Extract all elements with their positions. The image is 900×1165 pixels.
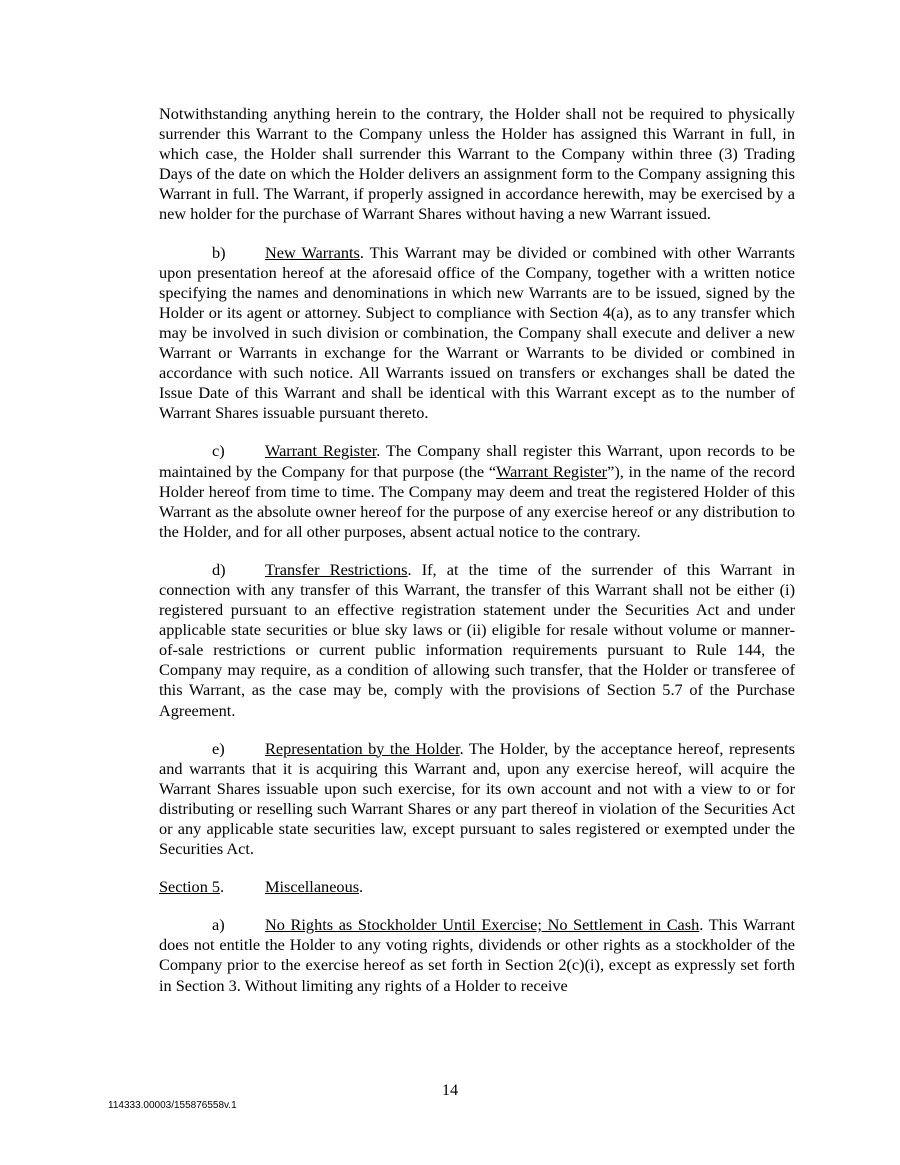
page-number: 14 (441, 1080, 459, 1099)
section-5-label-suffix: . (220, 877, 225, 897)
clause-e-title: Representation by the Holder (265, 738, 460, 758)
document-body (159, 104, 795, 1014)
clause-5a-title: No Rights as Stockholder Until Exercise; No Settlement in Cash (265, 915, 700, 935)
document-id: 114333.00003/155876558v.1 (108, 1100, 237, 1111)
section-5-title-suffix: . (359, 877, 364, 897)
clause-5a-label: a) (212, 915, 225, 935)
clause-5a-text: . This Warrant does not entitle the Holder to any voting rights, dividends or other rights as a stockholder of the Company prior to the exercise hereof as set forth in Section 2(c)(i), except as expressly set forth in Section 3. Without limiting any rights of a Holder to receive (159, 915, 796, 995)
clause-e-label: e) (212, 738, 225, 758)
clause-d-label: d) (212, 559, 226, 579)
clause-c-warrant-register (159, 441, 795, 541)
clause-c-label: c) (212, 441, 225, 461)
clause-b-text: . This Warrant may be divided or combined with other Warrants upon presentation hereof at the aforesaid office of the Company, together with a written notice specifying the names and denominations in which new Warrants are to be issued, signed by the Holder or its agent or attorney. Subject to compliance with Section 4(a), as to any transfer which may be involved in such division or combination, the Company shall execute and deliver a new Warrant or Warrants in exchange for the Warrant or Warrants to be divided or combined in accordance with such notice. All Warrants issued on transfers or exchanges shall be dated the Issue Date of this Warrant and shall be identical with this Warrant except as to the number of Warrant Shares issuable pursuant thereto. (159, 242, 795, 423)
clause-b-new-warrants (159, 243, 795, 424)
clause-5a-no-rights (159, 915, 795, 995)
clause-c-defined-term: Warrant Register (496, 461, 608, 481)
clause-c-text-2: ”), in the name of the record Holder hereof from time to time. The Company may deem and treat the registered Holder of this Warrant as the absolute owner hereof for the purpose of any exercise hereof or any distribution to the Holder, and for all other purposes, absent actual notice to the contrary. (159, 461, 796, 541)
clause-b-title: New Warrants (265, 242, 360, 262)
intro-paragraph: Notwithstanding anything herein to the contrary, the Holder shall not be required to physically surrender this Warrant to the Company unless the Holder has assigned this Warrant in full, in which case, the Holder shall surrender this Warrant to the Company within three (3) Trading Days of the date on which the Holder delivers an assignment form to the Company assigning this Warrant in full. The Warrant, if properly assigned in accordance herewith, may be exercised by a new holder for the purchase of Warrant Shares without having a new Warrant issued. (159, 104, 795, 224)
clause-d-title: Transfer Restrictions (265, 559, 408, 579)
section-5-label: Section 5 (159, 877, 221, 897)
section-5-title: Miscellaneous (265, 877, 360, 897)
clause-b-label: b) (212, 242, 226, 262)
clause-c-title: Warrant Register (265, 441, 377, 461)
clause-e-text: . The Holder, by the acceptance hereof, represents and warrants that it is acquiring this Warrant and, upon any exercise hereof, will acquire the Warrant Shares issuable upon such exercise, for its own account and not with a view to or for distributing or reselling such Warrant Shares or any part thereof in violation of the Securities Act or any applicable state securities law, except pursuant to sales registered or exempted under the Securities Act. (159, 738, 795, 859)
clause-d-text: . If, at the time of the surrender of this Warrant in connection with any transfer of this Warrant, the transfer of this Warrant shall not be either (i) registered pursuant to an effective registration statement under the Securities Act and under applicable state securities or blue sky laws or (ii) eligible for resale without volume or manner-of-sale restrictions or current public information requirements pursuant to Rule 144, the Company may require, as a condition of allowing such transfer, that the Holder or transferee of this Warrant, as the case may be, comply with the provisions of Section 5.7 of the Purchase Agreement. (159, 559, 796, 720)
clause-c-text-1: . The Company shall register this Warrant, upon records to be maintained by the Company for that purpose (the “ (159, 441, 795, 481)
clause-e-representation (159, 739, 795, 860)
clause-d-transfer-restrictions (159, 560, 795, 721)
section-5-heading (159, 877, 795, 897)
